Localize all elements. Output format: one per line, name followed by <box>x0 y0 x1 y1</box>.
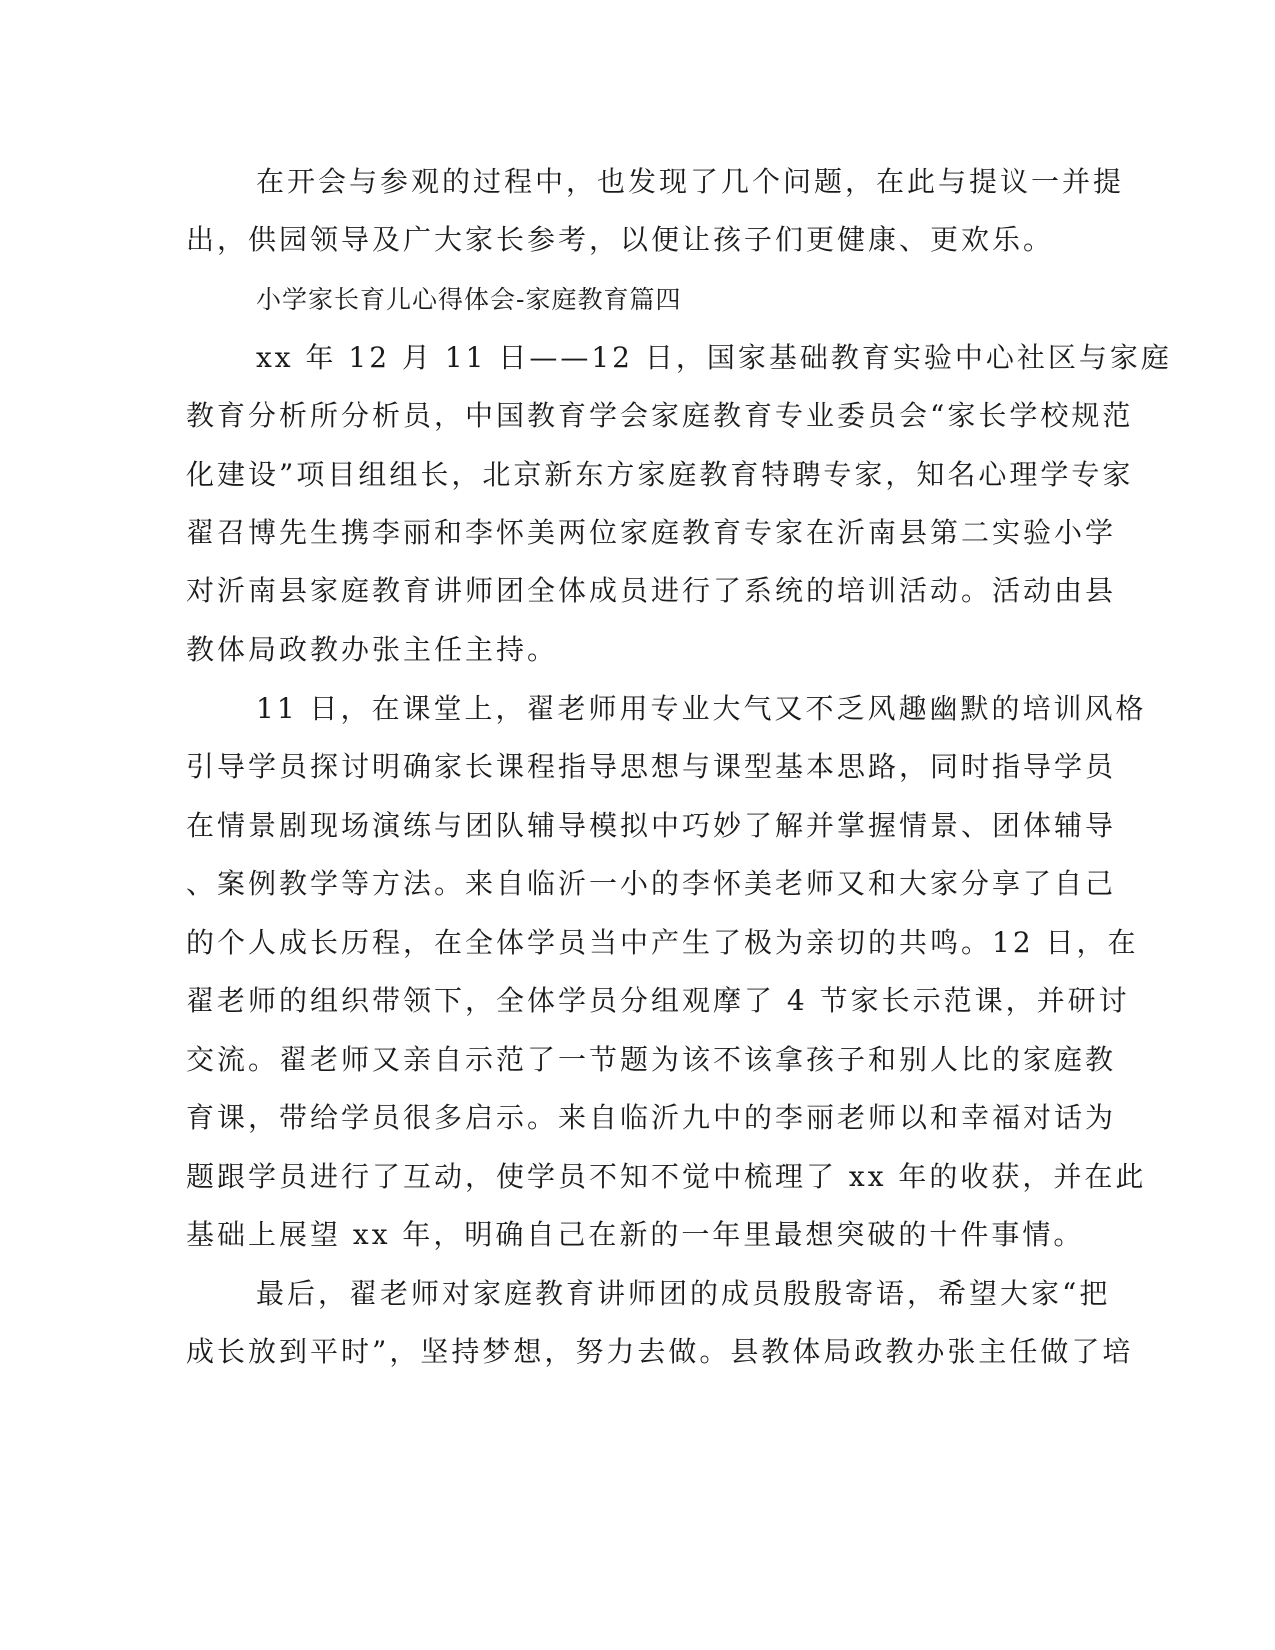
paragraph-line: 引导学员探讨明确家长课程指导思想与课型基本思路，同时指导学员 <box>186 750 1117 783</box>
paragraph-line: 最后，翟老师对家庭教育讲师团的成员殷殷寄语，希望大家“把 <box>256 1277 1111 1310</box>
paragraph-line: 化建设”项目组组长，北京新东方家庭教育特聘专家，知名心理学专家 <box>186 458 1134 491</box>
paragraph-line: 基础上展望 xx 年，明确自己在新的一年里最想突破的十件事情。 <box>186 1218 1085 1251</box>
paragraph-line: 教育分析所分析员，中国教育学会家庭教育专业委员会“家长学校规范 <box>186 399 1134 432</box>
paragraph-line: 的个人成长历程，在全体学员当中产生了极为亲切的共鸣。12 日，在 <box>186 926 1139 959</box>
paragraph-line: 交流。翟老师又亲自示范了一节题为该不该拿孩子和别人比的家庭教 <box>186 1043 1117 1076</box>
paragraph-line: 教体局政教办张主任主持。 <box>186 633 559 666</box>
paragraph-line: 在开会与参观的过程中，也发现了几个问题，在此与提议一并提 <box>256 165 1125 198</box>
paragraph-line: 对沂南县家庭教育讲师团全体成员进行了系统的培训活动。活动由县 <box>186 574 1117 607</box>
paragraph-line: 在情景剧现场演练与团队辅导模拟中巧妙了解并掌握情景、团体辅导 <box>186 809 1117 842</box>
paragraph-line: 翟召博先生携李丽和李怀美两位家庭教育专家在沂南县第二实验小学 <box>186 516 1117 549</box>
paragraph-line: xx 年 12 月 11 日——12 日，国家基础教育实验中心社区与家庭 <box>256 341 1172 374</box>
section-heading: 小学家长育儿心得体会-家庭教育篇四 <box>256 285 682 314</box>
paragraph-line: 11 日，在课堂上，翟老师用专业大气又不乏风趣幽默的培训风格 <box>256 692 1147 725</box>
paragraph-line: 翟老师的组织带领下，全体学员分组观摩了 4 节家长示范课，并研讨 <box>186 984 1130 1017</box>
paragraph-line: 出，供园领导及广大家长参考，以便让孩子们更健康、更欢乐。 <box>186 223 1055 256</box>
paragraph-line: 、案例教学等方法。来自临沂一小的李怀美老师又和大家分享了自己 <box>186 867 1117 900</box>
paragraph-line: 育课，带给学员很多启示。来自临沂九中的李丽老师以和幸福对话为 <box>186 1101 1117 1134</box>
paragraph-line: 题跟学员进行了互动，使学员不知不觉中梳理了 xx 年的收获，并在此 <box>186 1160 1147 1193</box>
paragraph-line: 成长放到平时”，坚持梦想，努力去做。县教体局政教办张主任做了培 <box>186 1335 1134 1368</box>
